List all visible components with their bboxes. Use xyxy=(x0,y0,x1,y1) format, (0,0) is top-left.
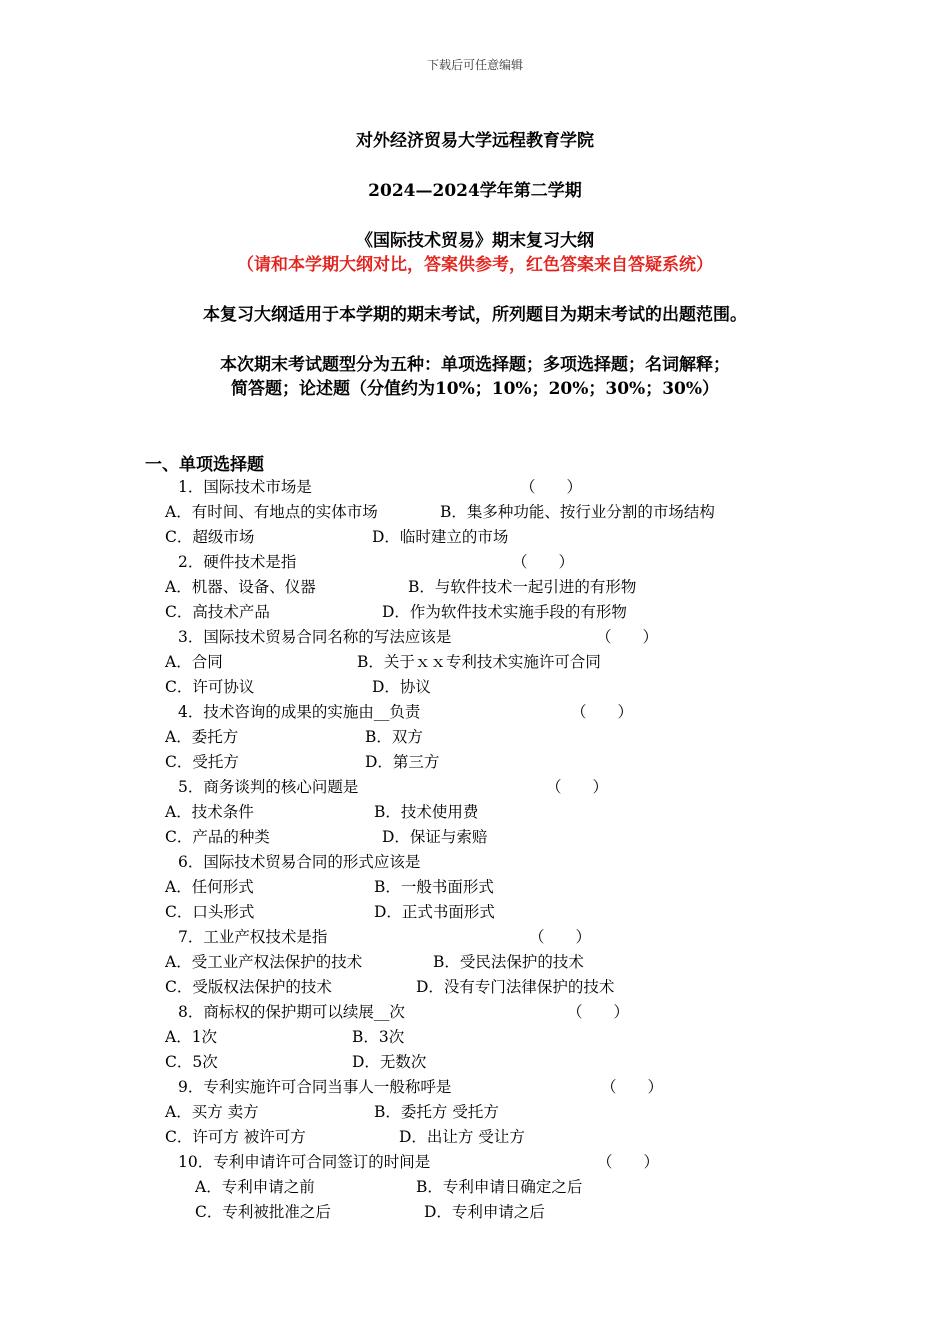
question-9-option-b: B．委托方 受托方 xyxy=(374,1103,499,1121)
question-10-stem: 10．专利申请许可合同签订的时间是 xyxy=(178,1153,431,1171)
question-3-answer-blank: （ ） xyxy=(596,628,659,646)
red-note: （请和本学期大纲对比，答案供参考，红色答案来自答疑系统） xyxy=(237,255,713,275)
question-6-option-a: A．任何形式 xyxy=(165,878,254,896)
question-10-answer-blank: （ ） xyxy=(597,1153,660,1171)
question-6-option-c: C．口头形式 xyxy=(165,903,255,921)
question-6-stem: 6．国际技术贸易合同的形式应该是 xyxy=(178,853,421,871)
question-5-option-b: B．技术使用费 xyxy=(374,803,479,821)
question-2-option-d: D．作为软件技术实施手段的有形物 xyxy=(382,603,627,621)
question-5-option-a: A．技术条件 xyxy=(165,803,254,821)
header-note: 下载后可任意编辑 xyxy=(426,58,523,72)
question-2-option-a: A．机器、设备、仪器 xyxy=(165,578,316,596)
question-3-option-d: D．协议 xyxy=(372,678,431,696)
intro-line-1: 本复习大纲适用于本学期的期末考试，所列题目为期末考试的出题范围。 xyxy=(203,305,747,325)
question-9-option-a: A．买方 卖方 xyxy=(165,1103,259,1121)
question-1-option-d: D．临时建立的市场 xyxy=(372,528,509,546)
question-10-option-b: B．专利申请日确定之后 xyxy=(416,1178,583,1196)
question-1-option-a: A．有时间、有地点的实体市场 xyxy=(165,503,378,521)
question-2-stem: 2．硬件技术是指 xyxy=(178,553,297,571)
institution-title: 对外经济贸易大学远程教育学院 xyxy=(356,131,594,151)
question-5-option-c: C．产品的种类 xyxy=(165,828,270,846)
question-4-stem: 4．技术咨询的成果的实施由__负责 xyxy=(178,703,421,721)
term-title: 2024—2024学年第二学期 xyxy=(368,181,582,201)
question-1-option-b: B．集多种功能、按行业分割的市场结构 xyxy=(440,503,715,521)
question-10-option-d: D．专利申请之后 xyxy=(424,1203,545,1221)
question-7-option-a: A．受工业产权法保护的技术 xyxy=(165,953,363,971)
question-3-option-a: A．合同 xyxy=(165,653,223,671)
question-8-option-a: A．1次 xyxy=(165,1028,218,1046)
question-2-option-b: B．与软件技术一起引进的有形物 xyxy=(408,578,637,596)
question-1-stem: 1．国际技术市场是 xyxy=(178,478,312,496)
question-3-stem: 3．国际技术贸易合同名称的写法应该是 xyxy=(178,628,452,646)
question-7-option-c: C．受版权法保护的技术 xyxy=(165,978,332,996)
question-1-answer-blank: （ ） xyxy=(520,478,583,496)
question-8-answer-blank: （ ） xyxy=(567,1003,630,1021)
question-4-option-c: C．受托方 xyxy=(165,753,239,771)
question-3-option-b: B．关于ｘｘ专利技术实施许可合同 xyxy=(357,653,601,671)
question-7-option-b: B．受民法保护的技术 xyxy=(433,953,584,971)
question-10-option-c: C．专利被批准之后 xyxy=(195,1203,331,1221)
question-4-option-d: D．第三方 xyxy=(365,753,440,771)
question-8-option-d: D．无数次 xyxy=(352,1053,427,1071)
question-2-answer-blank: （ ） xyxy=(512,553,575,571)
question-5-answer-blank: （ ） xyxy=(546,778,609,796)
question-4-option-a: A．委托方 xyxy=(165,728,239,746)
question-8-option-c: C．5次 xyxy=(165,1053,218,1071)
question-9-answer-blank: （ ） xyxy=(601,1078,664,1096)
section-single-choice: 一、单项选择题 xyxy=(145,455,264,475)
question-9-option-c: C．许可方 被许可方 xyxy=(165,1128,306,1146)
question-4-option-b: B．双方 xyxy=(365,728,423,746)
question-1-option-c: C．超级市场 xyxy=(165,528,255,546)
document-title: 《国际技术贸易》期末复习大纲 xyxy=(356,231,594,251)
question-4-answer-blank: （ ） xyxy=(571,703,634,721)
intro-line-2a: 本次期末考试题型分为五种：单项选择题；多项选择题；名词解释； xyxy=(220,355,730,375)
question-9-option-d: D．出让方 受让方 xyxy=(399,1128,525,1146)
question-6-option-d: D．正式书面形式 xyxy=(374,903,495,921)
question-9-stem: 9．专利实施许可合同当事人一般称呼是 xyxy=(178,1078,452,1096)
question-7-answer-blank: （ ） xyxy=(529,928,592,946)
question-2-option-c: C．高技术产品 xyxy=(165,603,270,621)
question-7-stem: 7．工业产权技术是指 xyxy=(178,928,328,946)
question-8-stem: 8．商标权的保护期可以续展__次 xyxy=(178,1003,405,1021)
question-6-option-b: B．一般书面形式 xyxy=(374,878,494,896)
question-10-option-a: A．专利申请之前 xyxy=(195,1178,315,1196)
question-5-option-d: D．保证与索赔 xyxy=(382,828,488,846)
question-3-option-c: C．许可协议 xyxy=(165,678,255,696)
question-7-option-d: D．没有专门法律保护的技术 xyxy=(416,978,615,996)
question-8-option-b: B．3次 xyxy=(352,1028,405,1046)
question-5-stem: 5．商务谈判的核心问题是 xyxy=(178,778,359,796)
intro-line-2b: 简答题；论述题（分值约为10%；10%；20%；30%；30%） xyxy=(230,379,720,399)
